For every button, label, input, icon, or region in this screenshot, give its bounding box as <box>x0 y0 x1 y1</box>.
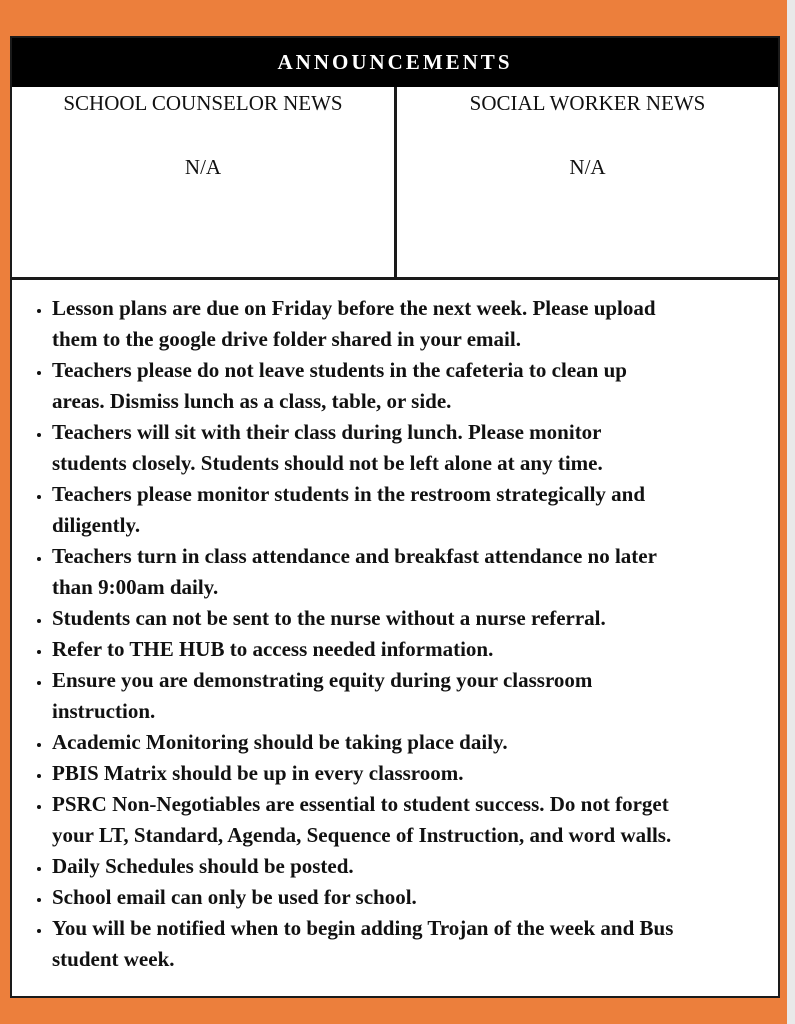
announcements-title: ANNOUNCEMENTS <box>277 50 513 74</box>
announcement-item <box>52 665 778 727</box>
announcement-item <box>52 789 778 851</box>
announcement-list <box>12 293 778 975</box>
page-edge <box>787 0 795 1024</box>
announcement-line: areas. Dismiss lunch as a class, table, or side. <box>52 389 452 413</box>
announcement-line: student week. <box>52 947 175 971</box>
announcement-item <box>52 913 778 975</box>
announcement-line: Lesson plans are due on Friday before the next week. Please upload <box>52 296 656 320</box>
announcement-line: Teachers turn in class attendance and breakfast attendance no later <box>52 544 657 568</box>
announcement-line: Refer to THE HUB to access needed information. <box>52 637 494 661</box>
announcement-item <box>52 417 778 479</box>
announcements-header <box>12 38 778 87</box>
announcement-line: Students can not be sent to the nurse without a nurse referral. <box>52 606 606 630</box>
announcement-line: School email can only be used for school. <box>52 885 417 909</box>
announcements-card <box>10 36 780 998</box>
announcement-line: Academic Monitoring should be taking place daily. <box>52 730 508 754</box>
announcement-item <box>52 293 778 355</box>
social-worker-news-body: N/A <box>569 155 606 179</box>
announcement-line: You will be notified when to begin adding Trojan of the week and Bus <box>52 916 674 940</box>
announcement-line: them to the google drive folder shared in your email. <box>52 327 521 351</box>
announcement-line: PSRC Non-Negotiables are essential to student success. Do not forget <box>52 792 669 816</box>
social-worker-news-title: SOCIAL WORKER NEWS <box>469 91 706 115</box>
social-worker-news <box>397 87 778 277</box>
announcement-line: your LT, Standard, Agenda, Sequence of Instruction, and word walls. <box>52 823 672 847</box>
announcement-item <box>52 882 778 913</box>
announcement-item <box>52 727 778 758</box>
school-counselor-news-body: N/A <box>184 155 222 179</box>
news-row <box>12 87 778 280</box>
announcement-item <box>52 355 778 417</box>
announcement-line: Daily Schedules should be posted. <box>52 854 354 878</box>
announcement-line: instruction. <box>52 699 156 723</box>
school-counselor-news-title: SCHOOL COUNSELOR NEWS <box>63 91 343 115</box>
announcement-line: diligently. <box>52 513 141 537</box>
announcement-line: Teachers please monitor students in the restroom strategically and <box>52 482 646 506</box>
announcement-item <box>52 758 778 789</box>
announcement-line: Ensure you are demonstrating equity during your classroom <box>52 668 593 692</box>
announcement-line: PBIS Matrix should be up in every classroom. <box>52 761 464 785</box>
school-counselor-news <box>12 87 397 277</box>
announcement-item <box>52 603 778 634</box>
announcement-item <box>52 634 778 665</box>
announcement-item <box>52 851 778 882</box>
announcement-item <box>52 541 778 603</box>
announcement-line: students closely. Students should not be left alone at any time. <box>52 451 603 475</box>
announcement-line: Teachers please do not leave students in the cafeteria to clean up <box>52 358 627 382</box>
announcement-line: than 9:00am daily. <box>52 575 219 599</box>
announcement-line: Teachers will sit with their class during lunch. Please monitor <box>52 420 602 444</box>
announcement-item <box>52 479 778 541</box>
